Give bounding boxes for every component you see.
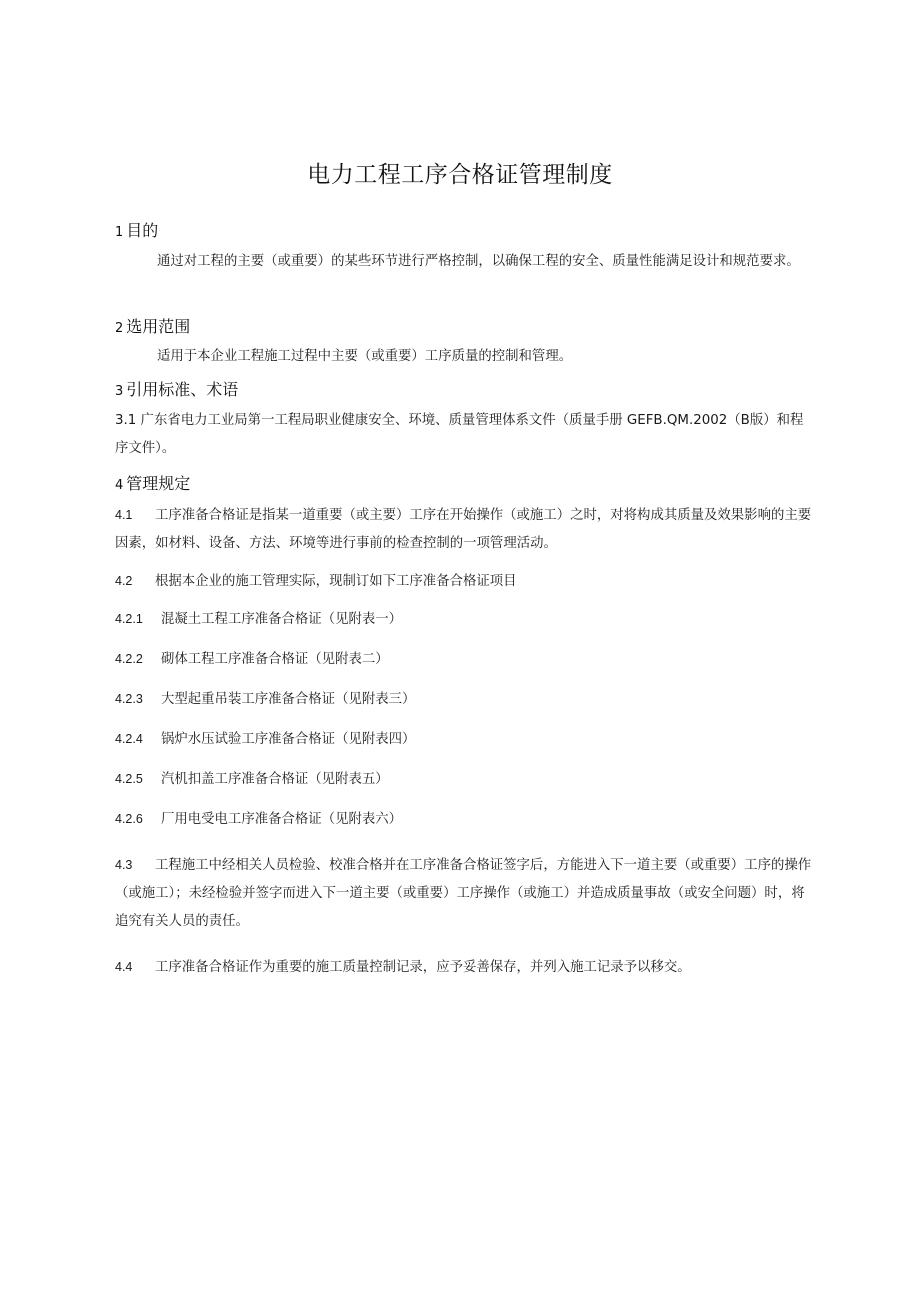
- section-4-heading: [115, 471, 190, 494]
- list-item: [115, 688, 415, 707]
- section-title: 引用标准、术语: [126, 380, 239, 399]
- clause-number: 4.3: [115, 858, 133, 872]
- section-3-heading: [115, 377, 238, 400]
- section-3-body: 3.1 广东省电力工业局第一工程局职业健康安全、环境、质量管理体系文件（质量手册 GEFB.QM.2002（B版）和程序文件）。: [115, 413, 804, 456]
- paragraph-4-2: [115, 570, 517, 589]
- clause-text: 根据本企业的施工管理实际，现制订如下工序准备合格证项目: [155, 574, 517, 589]
- list-item: [115, 648, 389, 667]
- section-title: 管理规定: [126, 474, 191, 493]
- list-item: [115, 728, 415, 747]
- section-2-heading: [115, 314, 190, 337]
- item-text: 大型起重吊装工序准备合格证（见附表三）: [161, 692, 416, 707]
- item-number: 4.2.2: [115, 652, 143, 666]
- item-number: 4.2.1: [115, 612, 143, 626]
- section-number: 3: [115, 384, 124, 399]
- document-title: 电力工程工序合格证管理制度: [307, 162, 613, 188]
- clause-text: 工程施工中经相关人员检验、校准合格并在工序准备合格证签字后，方能进入下一道主要（或重要）工序的操作（或施工）；未经检验并签字而进入下一道主要（或重要）工序操作（或施工）并造成质量事故（或安全问题）时，将追究有关人员的责任。: [115, 858, 812, 929]
- section-title: 目的: [126, 221, 159, 240]
- clause-text: 工序准备合格证是指某一道重要（或主要）工序在开始操作（或施工）之时，对将构成其质量及效果影响的主要因素，如材料、设备、方法、环境等进行事前的检查控制的一项管理活动。: [115, 508, 812, 551]
- section-2-body: 适用于本企业工程施工过程中主要（或重要）工序质量的控制和管理。: [157, 349, 573, 364]
- paragraph-4-4: [115, 956, 691, 975]
- item-text: 厂用电受电工序准备合格证（见附表六）: [161, 812, 403, 827]
- item-number: 4.2.6: [115, 812, 143, 826]
- list-item: [115, 808, 402, 827]
- section-1-heading: [115, 218, 158, 241]
- item-number: 4.2.3: [115, 692, 143, 706]
- section-1-body: 通过对工程的主要（或重要）的某些环节进行严格控制，以确保工程的安全、质量性能满足设计和规范要求。: [157, 254, 800, 269]
- paragraph-4-3: [115, 851, 815, 936]
- clause-number: 4.4: [115, 960, 133, 974]
- section-title: 选用范围: [126, 317, 191, 336]
- clause-text: 工序准备合格证作为重要的施工质量控制记录，应予妥善保存，并列入施工记录予以移交。: [155, 960, 691, 975]
- item-text: 混凝土工程工序准备合格证（见附表一）: [161, 612, 403, 627]
- list-item: [115, 608, 402, 627]
- item-text: 汽机扣盖工序准备合格证（见附表五）: [161, 772, 389, 787]
- section-number: 2: [115, 321, 124, 336]
- list-item: [115, 768, 389, 787]
- item-text: 锅炉水压试验工序准备合格证（见附表四）: [161, 732, 416, 747]
- item-number: 4.2.5: [115, 772, 143, 786]
- clause-number: 4.1: [115, 508, 133, 522]
- clause-number: 4.2: [115, 574, 133, 588]
- item-number: 4.2.4: [115, 732, 143, 746]
- section-number: 4: [115, 478, 124, 493]
- section-number: 1: [115, 225, 124, 240]
- item-text: 砌体工程工序准备合格证（见附表二）: [161, 652, 389, 667]
- paragraph-4-1: [115, 501, 815, 558]
